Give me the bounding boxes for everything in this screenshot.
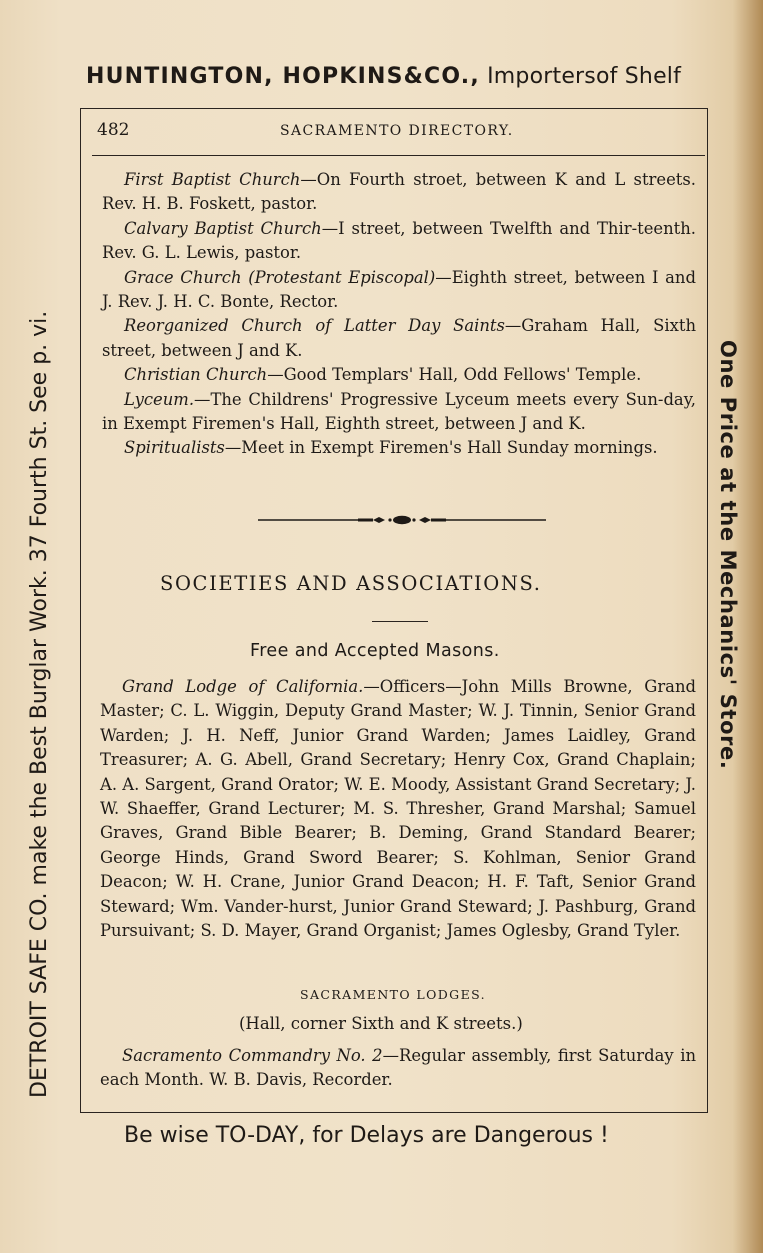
church-details: —I street, between Twelfth and Thir-teenth. Rev. G. L. Lewis, pastor. xyxy=(102,218,697,263)
church-listing xyxy=(102,168,696,461)
section-title: SOCIETIES AND ASSOCIATIONS. xyxy=(160,572,542,595)
church-name: Spiritualists xyxy=(124,438,225,458)
top-ad-rest: Importersof Shelf xyxy=(487,64,682,89)
church-name: Lyceum. xyxy=(124,389,195,409)
church-entry xyxy=(102,436,696,460)
church-details: —The Childrens' Progressive Lyceum meets every Sun-day, in Exempt Firemen's Hall, Eighth street, between J and K. xyxy=(102,389,696,434)
grand-lodge-name: Grand Lodge of California. xyxy=(122,677,364,696)
lodges-heading: SACRAMENTO LODGES. xyxy=(300,987,486,1002)
top-ad-brand: HUNTINGTON, HOPKINS&CO., xyxy=(86,64,480,89)
left-advertisement: DETROIT SAFE CO. make the Best Burglar Work. 37 Fourth St. See p. vi. xyxy=(27,310,52,1098)
commandry-details: —Regular assembly, first Saturday in each Month. W. B. Davis, Recorder. xyxy=(100,1046,696,1090)
church-entry xyxy=(102,363,696,387)
right-advertisement: One Price at the Mechanics' Store. xyxy=(716,340,740,770)
ornament-divider xyxy=(258,514,546,526)
church-entry xyxy=(102,217,696,266)
church-name: First Baptist Church xyxy=(124,170,301,189)
church-details: —Graham Hall, Sixth street, between J and K. xyxy=(102,316,696,360)
subheading: Free and Accepted Masons. xyxy=(250,641,500,661)
church-details: —Meet in Exempt Firemen's Hall Sunday mornings. xyxy=(224,438,658,458)
church-name: Reorganized Church of Latter Day Saints xyxy=(124,316,505,336)
church-details: —On Fourth stroet, between K and L streets. Rev. H. B. Foskett, pastor. xyxy=(102,170,697,214)
grand-lodge-officers: —Officers—John Mills Browne, Grand Master; C. L. Wiggin, Deputy Grand Master; W. J. Tinnin, Senior Grand Warden; J. H. Neff, Junior Grand Warden; James Laidley, Grand Treasurer; A. G. Abell, Grand Secretary; Henry Cox, Grand Chaplain; A. A. Sargent, Grand Orator; W. E. Moody, Assistant Grand Secretary; J. W. Shaeffer, Grand Lecturer; M. S. Thresher, Grand Marshal; Samuel Graves, Grand Bible Bearer; B. Deming, Grand Standard Bearer; George Hinds, Grand Sword Bearer; S. Kohlman, Senior Grand Deacon; W. H. Crane, Junior Grand Deacon; H. F. Taft, Senior Grand Steward; Wm. Vander-hurst, Junior Grand Steward; J. Pashburg, Grand Pursuivant; S. D. Mayer, Grand Organist; James Oglesby, Grand Tyler. xyxy=(100,677,696,941)
church-entry xyxy=(102,388,696,437)
church-entry xyxy=(102,314,696,363)
commandry-entry xyxy=(100,1044,696,1093)
church-entry xyxy=(102,168,696,217)
running-head: SACRAMENTO DIRECTORY. xyxy=(280,123,514,139)
church-name: Calvary Baptist Church xyxy=(124,218,322,238)
bottom-advertisement: Be wise TO-DAY, for Delays are Dangerous ! xyxy=(124,1123,609,1148)
church-name: Grace Church (Protestant Episcopal) xyxy=(124,267,436,287)
header-rule xyxy=(92,155,705,156)
lodges-location: (Hall, corner Sixth and K streets.) xyxy=(239,1014,523,1033)
top-advertisement xyxy=(86,64,726,89)
church-entry xyxy=(102,266,696,315)
commandry-name: Sacramento Commandry No. 2 xyxy=(122,1046,383,1065)
church-name: Christian Church xyxy=(124,365,268,385)
church-details: —Good Templars' Hall, Odd Fellows' Temple. xyxy=(267,365,642,385)
section-rule xyxy=(372,621,428,622)
grand-lodge-entry xyxy=(100,675,696,943)
page-number: 482 xyxy=(97,120,130,140)
church-details: —Eighth street, between I and J. Rev. J. H. C. Bonte, Rector. xyxy=(102,267,696,312)
